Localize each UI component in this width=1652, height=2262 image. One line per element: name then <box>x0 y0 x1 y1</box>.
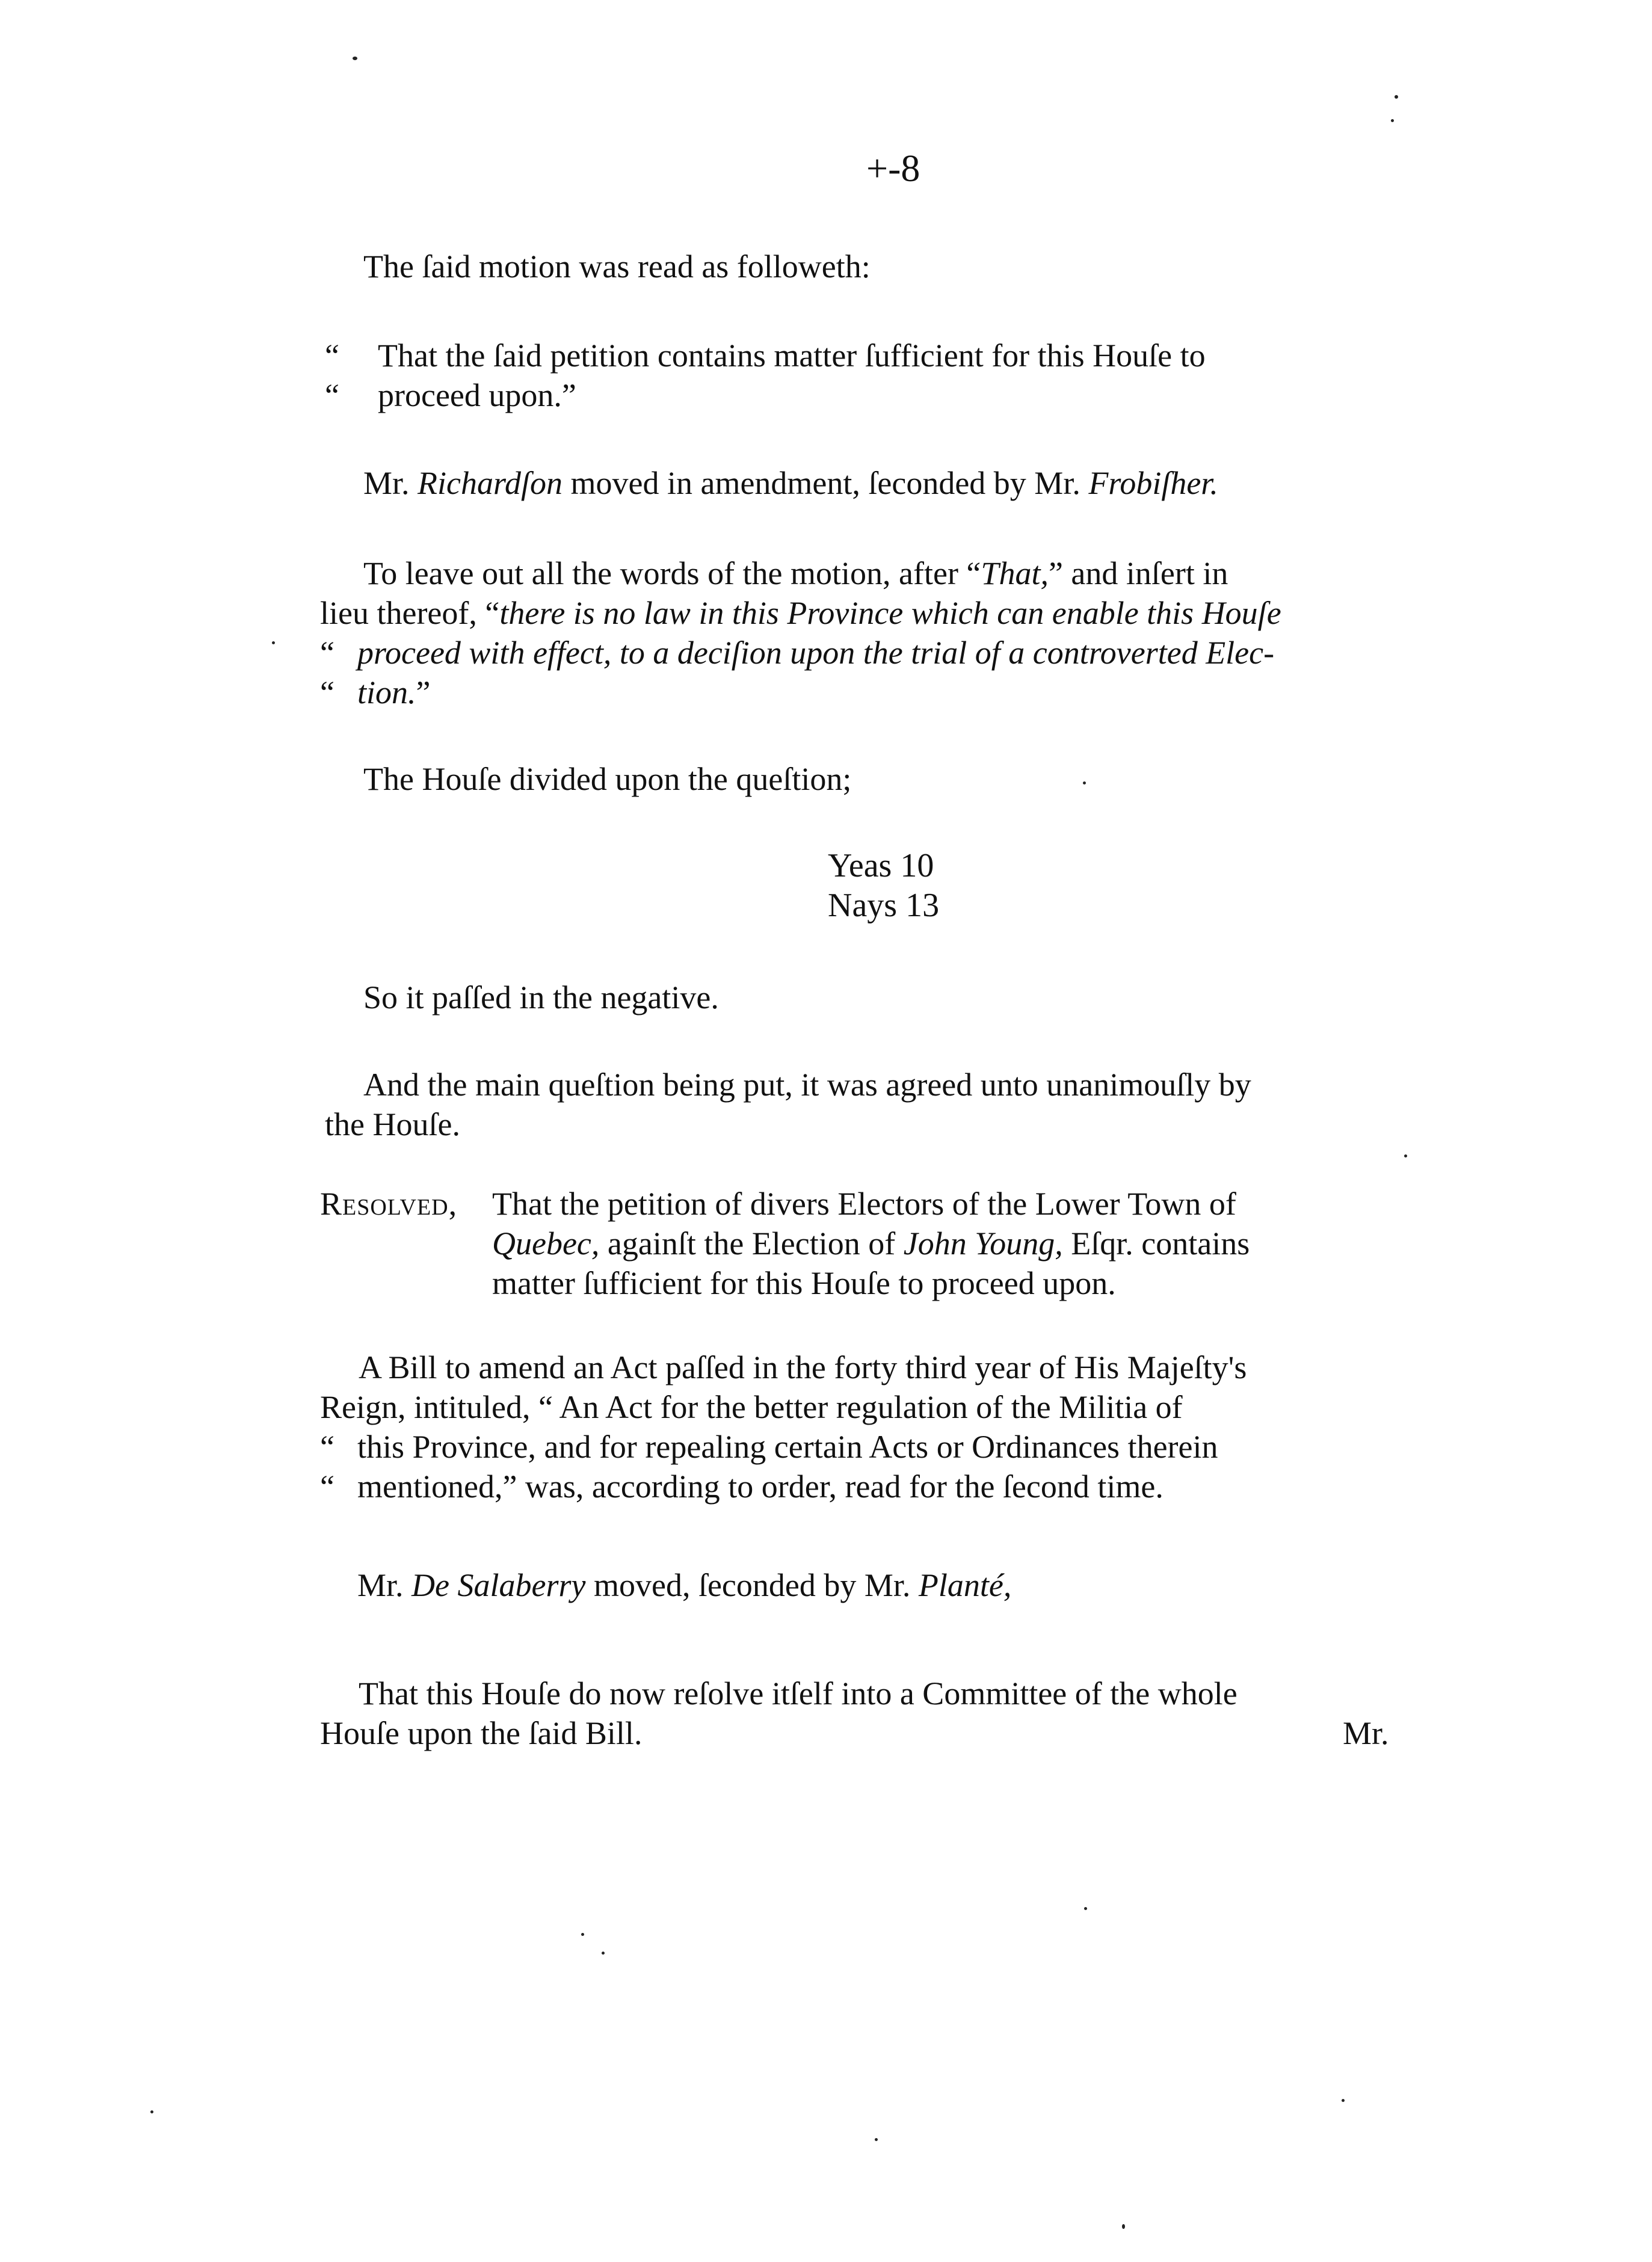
paragraph-line: The ſaid motion was read as followeth: <box>363 248 871 285</box>
paragraph-line: That the petition of divers Electors of the Lower Town of <box>492 1186 1236 1222</box>
catchword: Mr. <box>1343 1715 1389 1751</box>
ink-speck <box>1122 2224 1125 2229</box>
text: moved in amendment, ſeconded by Mr. <box>570 465 1080 501</box>
opening-quote: “ <box>325 377 339 413</box>
text: lieu thereof, “ <box>320 595 500 631</box>
nays-count: Nays 13 <box>828 887 940 924</box>
paragraph-motion-read <box>363 247 1452 286</box>
paragraph-line: Reign, intituled, “ An Act for the better regulation of the Militia of <box>320 1389 1183 1425</box>
ink-speck <box>1395 95 1398 99</box>
member-name: Frobiſher. <box>1088 465 1218 501</box>
member-name: Planté, <box>918 1567 1012 1603</box>
opening-quote: “ <box>320 674 334 710</box>
text: againſt the Election of <box>607 1225 896 1262</box>
text: Mr. <box>363 465 410 501</box>
ink-speck <box>353 57 357 60</box>
paragraph-line: A Bill to amend an Act paſſed in the forty third year of His Majeſty's <box>359 1349 1247 1385</box>
ink-speck <box>1404 1154 1407 1157</box>
member-name: De Salaberry <box>411 1567 586 1603</box>
paragraph-main-question <box>325 1065 1456 1144</box>
paragraph-line: the Houſe. <box>325 1106 460 1142</box>
ink-speck <box>1342 2099 1345 2102</box>
page-number: +-8 <box>866 147 920 190</box>
opening-quote: “ <box>320 1468 334 1505</box>
text: moved, ſeconded by Mr. <box>593 1567 911 1603</box>
place-name: Quebec, <box>492 1225 600 1262</box>
yeas-count: Yeas 10 <box>828 847 934 884</box>
emphasis: proceed with effect, to a deciſion upon the trial of a controverted Elec- <box>357 635 1275 671</box>
ink-speck <box>1391 119 1394 122</box>
text: ” and inſert in <box>1048 555 1228 591</box>
ink-speck <box>150 2110 153 2113</box>
text: Mr. <box>357 1567 404 1603</box>
paragraph-line: The Houſe divided upon the queſtion; <box>363 761 852 797</box>
person-name: John Young, <box>903 1225 1063 1262</box>
paragraph-line: matter ſufficient for this Houſe to proceed upon. <box>492 1265 1116 1301</box>
paragraph-line: proceed upon.” <box>378 377 576 413</box>
text: ” <box>416 674 431 710</box>
opening-quote: “ <box>320 635 334 671</box>
ink-speck <box>875 2138 878 2141</box>
text: Eſqr. contains <box>1071 1225 1250 1262</box>
paragraph-line: Houſe upon the ſaid Bill. <box>320 1715 643 1751</box>
ink-speck <box>581 1933 584 1936</box>
ink-speck <box>602 1952 605 1955</box>
vote-tally <box>828 845 939 925</box>
paragraph-division <box>363 759 1452 799</box>
paragraph-line: And the main queſtion being put, it was agreed unto unanimouſly by <box>363 1067 1251 1103</box>
text: To leave out all the words of the motion, after “ <box>363 555 981 591</box>
emphasis: That, <box>981 555 1049 591</box>
opening-quote: “ <box>320 1429 334 1465</box>
ink-speck <box>1084 1907 1087 1910</box>
paragraph-line: mentioned,” was, according to order, read for the ſecond time. <box>357 1468 1163 1505</box>
resolved-text <box>492 1184 1452 1303</box>
resolved-label: Resolved, <box>320 1186 458 1222</box>
paragraph-line: That this Houſe do now reſolve itſelf into a Committee of the whole <box>359 1675 1237 1712</box>
paragraph-salaberry-motion <box>357 1565 1446 1605</box>
paragraph-bill <box>320 1348 1457 1506</box>
emphasis: there is no law in this Province which can enable this Houſe <box>499 595 1281 631</box>
paragraph-line: So it paſſed in the negative. <box>363 979 719 1015</box>
paragraph-amendment-text <box>320 553 1457 712</box>
paragraph-amendment <box>363 463 1452 503</box>
opening-quote: “ <box>325 337 339 374</box>
paragraph-motion-text <box>325 336 1456 415</box>
paragraph-committee-motion <box>320 1674 1457 1753</box>
ink-speck <box>272 641 275 644</box>
member-name: Richardſon <box>418 465 563 501</box>
emphasis: tion. <box>357 674 416 710</box>
paragraph-line: That the ſaid petition contains matter ſufficient for this Houſe to <box>378 337 1206 374</box>
paragraph-line: this Province, and for repealing certain Acts or Ordinances therein <box>357 1429 1218 1465</box>
paragraph-negative <box>363 978 1452 1017</box>
